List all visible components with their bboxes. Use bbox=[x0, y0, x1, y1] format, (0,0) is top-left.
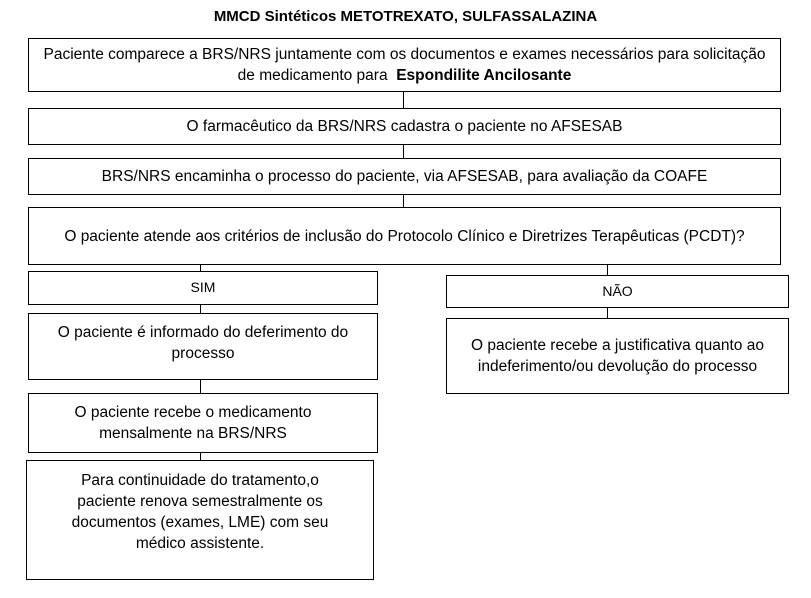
step-arrival-box bbox=[28, 38, 781, 92]
decision-text: O paciente atende aos critérios de inclusão do Protocolo Clínico e Diretrizes Terapêuticas (PCDT)? bbox=[64, 227, 745, 245]
step-forward-text: BRS/NRS encaminha o processo do paciente, via AFSESAB, para avaliação da COAFE bbox=[101, 168, 708, 185]
diagram-title: MMCD Sintéticos METOTREXATO, SULFASSALAZINA bbox=[213, 8, 598, 25]
connector-no-1 bbox=[607, 308, 608, 318]
step-arrival-text bbox=[39, 44, 770, 86]
connector-1 bbox=[403, 92, 404, 108]
step-register-text: O farmacêutico da BRS/NRS cadastra o paciente no AFSESAB bbox=[186, 118, 623, 135]
connector-yes-2 bbox=[200, 380, 201, 393]
yes-step-renew-text: Para continuidade do tratamento,o paciente renova semestralmente os documentos (exames, LME) com seu médico assistente. bbox=[71, 472, 329, 552]
no-label: NÃO bbox=[602, 283, 633, 299]
no-label-box bbox=[446, 275, 789, 308]
step-forward-box bbox=[28, 158, 781, 195]
no-step-justification-text: O paciente recebe a justificativa quanto ao indeferimento/ou devolução do processo bbox=[471, 337, 764, 375]
no-step-justification-box bbox=[446, 318, 789, 394]
yes-label-box bbox=[28, 271, 378, 305]
connector-2 bbox=[403, 145, 404, 158]
yes-step-renew-box bbox=[26, 460, 374, 580]
step-arrival-disease: Espondilite Ancilosante bbox=[396, 67, 572, 84]
step-register-box bbox=[28, 108, 781, 145]
connector-no bbox=[607, 265, 608, 275]
connector-yes-3 bbox=[200, 453, 201, 460]
connector-yes-1 bbox=[200, 305, 201, 313]
yes-step-informed-text: O paciente é informado do deferimento do processo bbox=[57, 324, 349, 362]
connector-3 bbox=[403, 195, 404, 207]
yes-step-informed-box bbox=[28, 313, 378, 380]
step-arrival-main: Paciente comparece a BRS/NRS juntamente com os documentos e exames necessários para solicitação de medicamento para bbox=[43, 46, 766, 84]
yes-label: SIM bbox=[190, 279, 216, 295]
decision-box bbox=[28, 207, 781, 265]
yes-step-receive-text: O paciente recebe o medicamento mensalmente na BRS/NRS bbox=[74, 404, 312, 442]
yes-step-receive-box bbox=[28, 393, 378, 453]
